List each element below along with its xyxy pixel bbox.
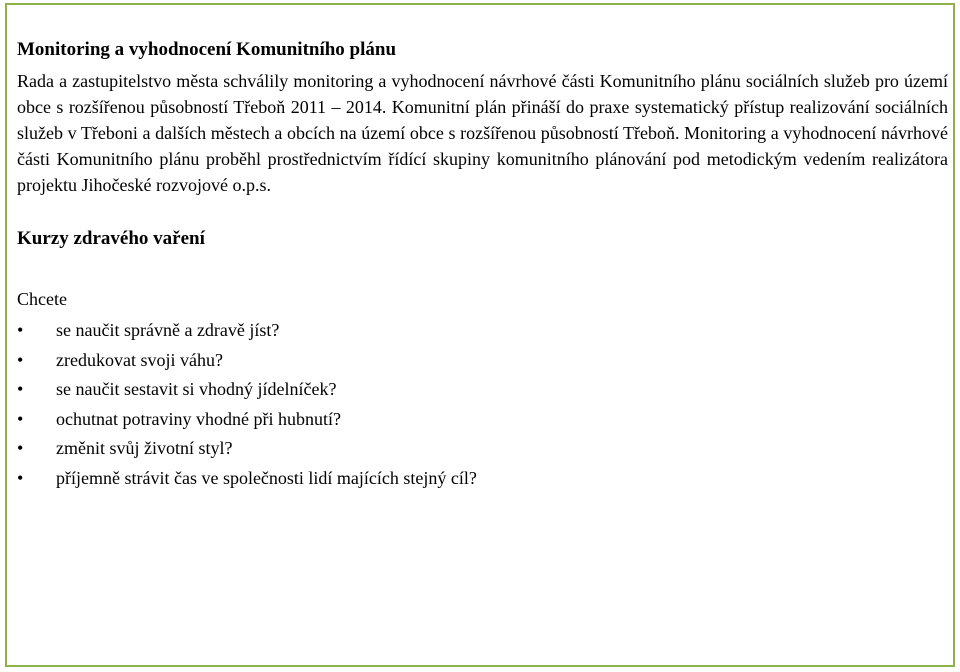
bullet-icon: • (17, 408, 24, 429)
list-item-text: ochutnat potraviny vhodné při hubnutí? (56, 408, 341, 429)
list-item (17, 375, 948, 405)
bullet-icon: • (17, 320, 24, 340)
list-item (17, 346, 948, 376)
bullet-icon: • (17, 467, 24, 488)
bullet-list (17, 316, 948, 493)
bullet-icon: • (17, 349, 24, 370)
section-title-cooking-courses: Kurzy zdravého vaření (17, 228, 205, 249)
bullet-icon: • (17, 438, 24, 458)
intro-text: Chcete (17, 289, 67, 309)
list-item (17, 464, 948, 494)
bullet-icon: • (17, 379, 24, 399)
list-item-text: se naučit správně a zdravě jíst? (56, 320, 280, 340)
document-content (17, 38, 948, 493)
list-item-text: změnit svůj životní styl? (56, 438, 233, 458)
list-item-text: příjemně strávit čas ve společnosti lidí majících stejný cíl? (56, 467, 477, 488)
section-title-monitoring: Monitoring a vyhodnocení Komunitního plánu (17, 39, 397, 60)
list-item-text: se naučit sestavit si vhodný jídelníček? (56, 379, 337, 399)
section-body-monitoring: Rada a zastupitelstvo města schválily monitoring a vyhodnocení návrhové části Komunitního plánu sociálních služeb pro území obce s rozšířenou působností Třeboň 2011 – 2014. Komunitní plán přináší do praxe systematický přístup realizování sociálních služeb v Třeboni a dalších městech a obcích na území obce s rozšířenou působností Třeboň. Monitoring a vyhodnocení návrhové části Komunitního plánu proběhl prostřednictvím řídící skupiny komunitního plánování pod metodickým vedením realizátora projektu Jihočeské rozvojové o.p.s. (17, 71, 948, 195)
list-item (17, 405, 948, 435)
list-item-text: zredukovat svoji váhu? (56, 349, 223, 370)
list-item (17, 316, 948, 346)
list-item (17, 434, 948, 464)
